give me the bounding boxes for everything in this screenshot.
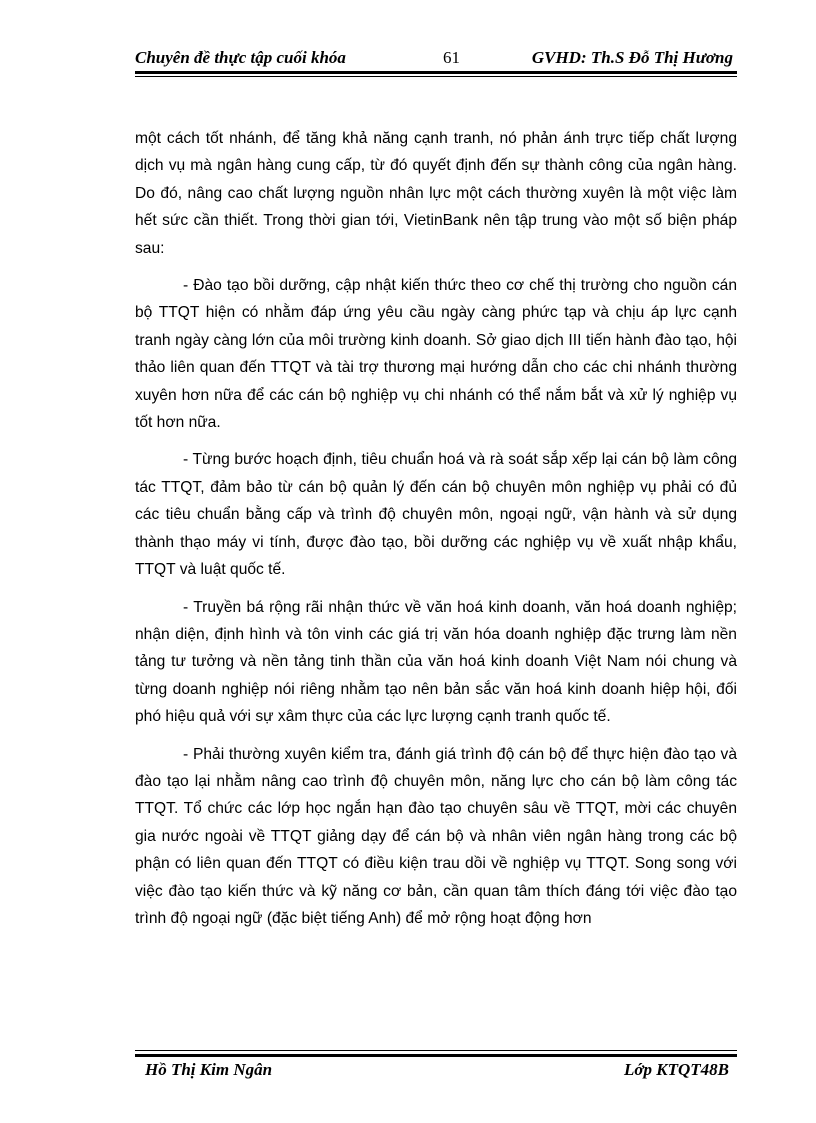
intro-paragraph: một cách tốt nhánh, để tăng khả năng cạnh tranh, nó phản ánh trực tiếp chất lượng dịch vụ mà ngân hàng cung cấp, từ đó quyết định đến sự thành công của ngân hàng. Do đó, nâng cao chất lượng nguồn nhân lực một cách thường xuyên là một việc làm hết sức cần thiết. Trong thời gian tới, VietinBank nên tập trung vào một số biện pháp sau: — [135, 130, 737, 257]
bullet-paragraph: - Truyền bá rộng rãi nhận thức về văn hoá kinh doanh, văn hoá doanh nghiệp; nhận diện, định hình và tôn vinh các giá trị văn hóa doanh nghiệp đặc trưng làm nền tảng tư tưởng và nền tảng tinh thần của văn hoá kinh doanh Việt Nam nói chung và từng doanh nghiệp nói riêng nhằm tạo nên bản sắc văn hoá kinh doanh hiệp hội, đối phó hiệu quả với sự xâm thực của các lực lượng cạnh tranh quốc tế. — [135, 598, 737, 726]
header-rule-thick — [135, 71, 737, 74]
page-number: 61 — [443, 48, 460, 67]
header-supervisor: GVHD: Th.S Đỗ Thị Hương — [531, 48, 733, 67]
bullet-paragraph: - Từng bước hoạch định, tiêu chuẩn hoá và rà soát sắp xếp lại cán bộ làm công tác TTQT, đảm bảo từ cán bộ quản lý đến cán bộ chuyên môn nghiệp vụ phải có đủ các tiêu chuẩn bằng cấp và trình độ chuyên môn, ngoại ngữ, vận hành và sử dụng thành thạo máy vi tính, được đào tạo, bồi dưỡng các nghiệp vụ về xuất nhập khẩu, TTQT và luật quốc tế. — [135, 451, 737, 579]
document-body — [135, 125, 737, 942]
header-rule-thin — [135, 76, 737, 77]
bullet-paragraph: - Phải thường xuyên kiểm tra, đánh giá trình độ cán bộ để thực hiện đào tạo và đào tạo lại nhằm nâng cao trình độ chuyên môn, năng lực cho cán bộ làm công tác TTQT. Tổ chức các lớp học ngắn hạn đào tạo chuyên sâu về TTQT, mời các chuyên gia nước ngoài về TTQT giảng dạy để cán bộ và nhân viên ngân hàng trong các bộ phận có liên quan đến TTQT có điều kiện trau dồi về nghiệp vụ TTQT. Song song với việc đào tạo kiến thức và kỹ năng cơ bản, cần quan tâm thích đáng tới việc đào tạo trình độ ngoại ngữ (đặc biệt tiếng Anh) để mở rộng hoạt động hơn — [135, 745, 737, 927]
footer-author: Hồ Thị Kim Ngân — [145, 1060, 273, 1079]
page-footer — [135, 1056, 737, 1082]
footer-class: Lớp KTQT48B — [624, 1060, 729, 1079]
bullet-paragraph: - Đào tạo bồi dưỡng, cập nhật kiến thức theo cơ chế thị trường cho nguồn cán bộ TTQT hiện có nhằm đáp ứng yêu cầu ngày càng phức tạp và chịu áp lực cạnh tranh ngày càng lớn của môi trường kinh doanh. Sở giao dịch III tiến hành đào tạo, hội thảo liên quan đến TTQT và tài trợ thương mại hướng dẫn cho các chi nhánh thường xuyên hơn nữa để các cán bộ nghiệp vụ chi nhánh có thể nắm bắt và xử lý nghiệp vụ tốt hơn nữa. — [135, 277, 737, 432]
header-title: Chuyên đề thực tập cuối khóa — [135, 48, 346, 67]
footer-rule-thin — [135, 1050, 737, 1051]
page-header — [135, 42, 735, 72]
